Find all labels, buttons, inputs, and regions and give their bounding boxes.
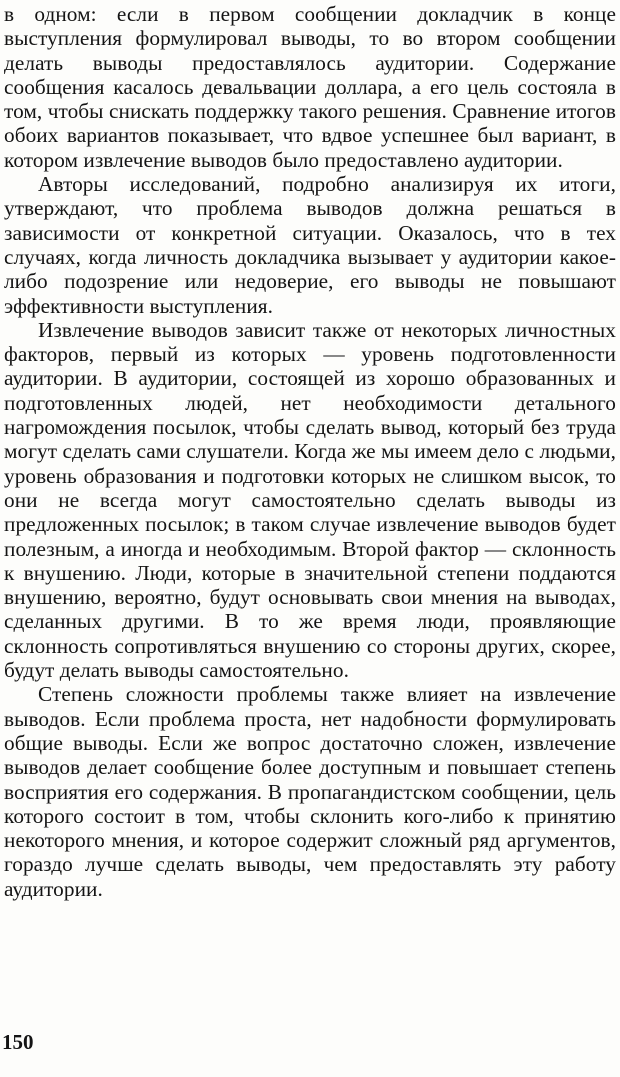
paragraph-2: Авторы исследований, подробно анализируя их итоги, утверждают, что проблема выводов должна решаться в зависимости от конкретной ситуации. Оказалось, что в тех случаях, когда личность докладчика вызывает у аудитории какое-либо подозрение или недоверие, его выводы не повышают эффективности выступления. [4,172,616,318]
paragraph-4: Степень сложности проблемы также влияет на извлечение выводов. Если проблема проста, нет надобности формулировать общие выводы. Если же вопрос достаточно сложен, извлечение выводов делает сообщение более доступным и повышает степень восприятия его содержания. В пропагандистском сообщении, цель которого состоит в том, чтобы склонить кого-либо к принятию некоторого мнения, и которое содержит сложный ряд аргументов, гораздо лучше сделать выводы, чем предоставлять эту работу аудитории. [4,682,616,901]
page-number: 150 [2,1030,34,1054]
body-text [4,2,616,901]
paragraph-3: Извлечение выводов зависит также от некоторых личностных факторов, первый из которых — уровень подготовленности аудитории. В аудитории, состоящей из хорошо образованных и подготовленных людей, нет необходимости детального нагромождения посылок, чтобы сделать вывод, который без труда могут сделать сами слушатели. Когда же мы имеем дело с людьми, уровень образования и подготовки которых не слишком высок, то они не всегда могут самостоятельно сделать выводы из предложенных посылок; в таком случае извлечение выводов будет полезным, а иногда и необходимым. Второй фактор — склонность к внушению. Люди, которые в значительной степени поддаются внушению, вероятно, будут основывать свои мнения на выводах, сделанных другими. В то же время люди, проявляющие склонность сопротивляться внушению со стороны других, скорее, будут делать выводы самостоятельно. [4,317,616,683]
paragraph-1: в одном: если в первом сообщении докладчик в конце выступления формулировал выводы, то во втором сообщении делать выводы предоставлялось аудитории. Содержание сообщения касалось девальвации доллара, а его цель состояла в том, чтобы снискать поддержку такого решения. Сравнение итогов обоих вариантов показывает, что вдвое успешнее был вариант, в котором извлечение выводов было предоставлено аудитории. [4,2,616,172]
